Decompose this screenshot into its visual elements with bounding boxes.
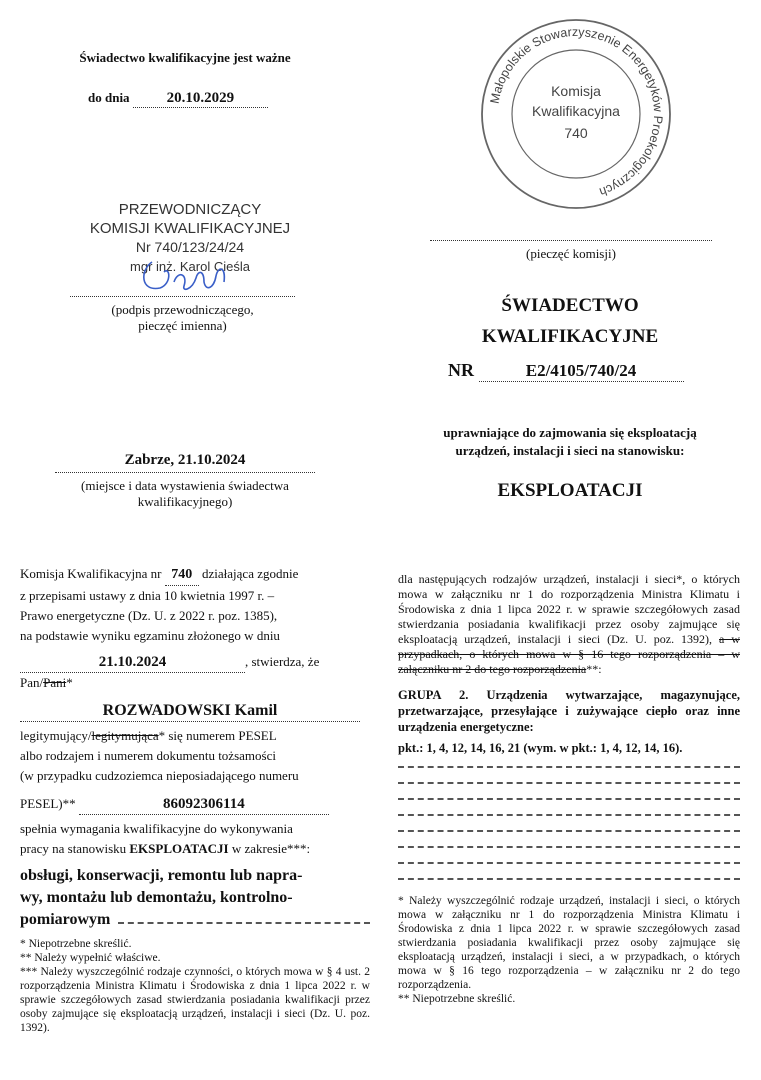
commission-number: 740: [165, 565, 199, 586]
scope-line-1: obsługi, konserwacji, remontu lub napra-: [20, 867, 303, 884]
p1-line-3: Prawo energetyczne (Dz. U. z 2022 r. poz. 1385),: [20, 608, 278, 623]
cert-number-row: [448, 360, 718, 382]
place-date: Zabrze, 21.10.2024: [124, 452, 246, 468]
p1-text-b: działająca zgodnie: [202, 566, 299, 581]
signature-line: [70, 296, 295, 297]
req-position: EKSPLOATACJI: [129, 841, 229, 856]
until-label: do dnia: [88, 90, 130, 105]
p1-line-4: na podstawie wyniku egzaminu złożonego w dniu: [20, 628, 280, 643]
cert-number: E2/4105/740/24: [479, 361, 684, 382]
entitles-text: [400, 424, 740, 460]
place-date-caption-1: (miejsce i data wystawienia świadectwa: [81, 478, 289, 493]
id-line-3: (w przypadku cudzoziemca nieposiadającego numeru: [20, 768, 299, 783]
right-column: [398, 572, 740, 1006]
seal-ring-text: Małopolskie Stowarzyszenie Energetyków Proekologicznych: [487, 24, 666, 200]
p1-text-a: Komisja Kwalifikacyjna nr: [20, 566, 162, 581]
id-text-a: legitymujący/: [20, 728, 92, 743]
intro-strike: a w przypadkach, o których mowa w § 16 tego rozporządzenia – w załączniku nr 2 do tego rozporządzenia: [398, 632, 740, 676]
valid-until-row: [88, 90, 308, 108]
signature-caption-1: (podpis przewodniczącego,: [111, 302, 254, 317]
nr-label: NR: [448, 360, 474, 380]
right-footnote-2: ** Niepotrzebne skreślić.: [398, 993, 516, 1005]
dash-line: [398, 766, 740, 768]
position-title: EKSPLOATACJI: [497, 480, 643, 501]
commission-paragraph: [20, 564, 370, 586]
valid-until-value: 20.10.2029: [133, 90, 268, 108]
title-line-1: ŚWIADECTWO: [501, 295, 639, 316]
dash-line: [398, 846, 740, 848]
dash-line: [398, 782, 740, 784]
stamp-line-2: KOMISJI KWALIFIKACYJNEJ: [89, 220, 291, 237]
name-row: [20, 701, 370, 722]
left-footnote-3: *** Należy wyszczególnić rodzaje czynności, o których mowa w § 4 ust. 2 rozporządzenia Ministra Klimatu i Środowiska z dnia 1 lipca 2022 r. w sprawie szczegółowych zasad stwierdzania posiadania kwalifikacji przez osoby zajmujące się eksploatacją urządzeń, instalacji i sieci (Dz. U. poz. 1392).: [20, 966, 370, 1034]
commission-seal: [478, 16, 674, 212]
pesel-value: 86092306114: [79, 794, 329, 815]
id-strike: legitymująca: [91, 728, 159, 743]
right-footnote-1: * Należy wyszczególnić rodzaje urządzeń, instalacji i sieci, o których mowa w załączniku nr 1 do rozporządzenia Ministra Klimatu i Środowiska z dnia 1 lipca 2022 r. w sprawie szczegółowych zasad stwierdzania posiadania kwalifikacji przez osoby zajmujące się eksploatacją urządzeń, instalacji i sieci, a w przypadkach, o których mowa w § 16 tego rozporządzenia – w załączniku nr 2 do tego rozporządzenia.: [398, 895, 740, 991]
seal-line-1: Komisja: [551, 83, 601, 99]
scope: [20, 865, 370, 931]
seal-line: [430, 240, 712, 241]
id-line-2: albo rodzajem i numerem dokumentu tożsamości: [20, 748, 276, 763]
scope-line-2: wy, montażu lub demontażu, kontrolno-: [20, 889, 293, 906]
stamp-line-1: PRZEWODNICZĄCY: [118, 201, 262, 218]
left-footnote-1: * Niepotrzebne skreślić.: [20, 938, 132, 950]
req-line-2: [20, 839, 370, 859]
dash-line: [398, 798, 740, 800]
pesel-row: [20, 794, 370, 815]
req-text-a: pracy na stanowisku: [20, 841, 127, 856]
pesel-label: PESEL)**: [20, 796, 76, 811]
stamp-line-4: mgr inż. Karol Cieśla: [130, 259, 250, 274]
intro-end: **:: [586, 662, 602, 676]
seal-line-3: 740: [564, 125, 588, 141]
id-text-b: * się numerem PESEL: [158, 728, 277, 743]
states-text: , stwierdza, że Pan/: [20, 654, 320, 690]
dash-fill-lines: [398, 766, 740, 880]
points-text: pkt.: 1, 4, 12, 14, 16, 21 (wym. w pkt.: 1, 4, 12, 14, 16).: [398, 741, 683, 755]
seal-caption: (pieczęć komisji): [526, 246, 616, 261]
place-date-caption: [55, 478, 315, 510]
entitles-line-2: urządzeń, instalacji i sieci na stanowisku:: [455, 443, 685, 458]
holder-name: ROZWADOWSKI Kamil: [20, 701, 360, 722]
dash-line: [398, 814, 740, 816]
seal-line-2: Kwalifikacyjna: [532, 103, 620, 119]
left-column: [20, 564, 370, 1035]
dash-line: [398, 830, 740, 832]
intro-paragraph: [398, 572, 740, 677]
chairman-signature: [130, 252, 240, 300]
states-star: *: [66, 675, 73, 690]
signature-caption-2: pieczęć imienna): [138, 318, 227, 333]
scope-line-3: pomiarowym: [20, 911, 111, 928]
req-text-b: w zakresie***:: [231, 841, 311, 856]
scope-fill-dashes: [118, 922, 370, 924]
intro-text: dla następujących rodzajów urządzeń, instalacji i sieci*, o których mowa w załączniku nr 1 do rozporządzenia Ministra Klimatu i Środowiska z dnia 1 lipca 2022 r. w sprawie szczegółowych zasad stwierdzania posiadania kwalifikacji przez osoby zajmujące się eksploatacją urządzeń, instalacji i sieci (Dz. U. poz. 1392),: [398, 572, 740, 646]
exam-date: 21.10.2024: [20, 652, 245, 673]
scope-line-3-row: [20, 909, 370, 931]
group-text: GRUPA 2. Urządzenia wytwarzające, magazynujące, przetwarzające, przesyłające i zużywające ciepło oraz inne urządzenia energetyczne:: [398, 688, 740, 734]
dash-line: [398, 862, 740, 864]
validity-label: Świadectwo kwalifikacyjne jest ważne: [79, 50, 291, 65]
exam-date-row: [20, 652, 370, 693]
req-line-1: spełnia wymagania kwalifikacyjne do wykonywania: [20, 821, 293, 836]
document-title: [400, 290, 740, 352]
stamp-line-3: Nr 740/123/24/24: [135, 239, 245, 255]
id-line-1: [20, 726, 370, 746]
title-line-2: KWALIFIKACYJNE: [481, 326, 659, 347]
left-footnote-2: ** Należy wypełnić właściwe.: [20, 952, 161, 964]
dash-line: [398, 878, 740, 880]
signature-caption: [70, 302, 295, 334]
states-strike: Pani: [43, 675, 67, 690]
place-date-caption-2: kwalifikacyjnego): [137, 494, 233, 509]
right-footnotes: [398, 894, 740, 1006]
entitles-line-1: uprawniające do zajmowania się eksploatacją: [443, 425, 697, 440]
p1-line-2: z przepisami ustawy z dnia 10 kwietnia 1997 r. –: [20, 588, 275, 603]
place-date-line: [55, 472, 315, 473]
left-footnotes: [20, 937, 370, 1035]
